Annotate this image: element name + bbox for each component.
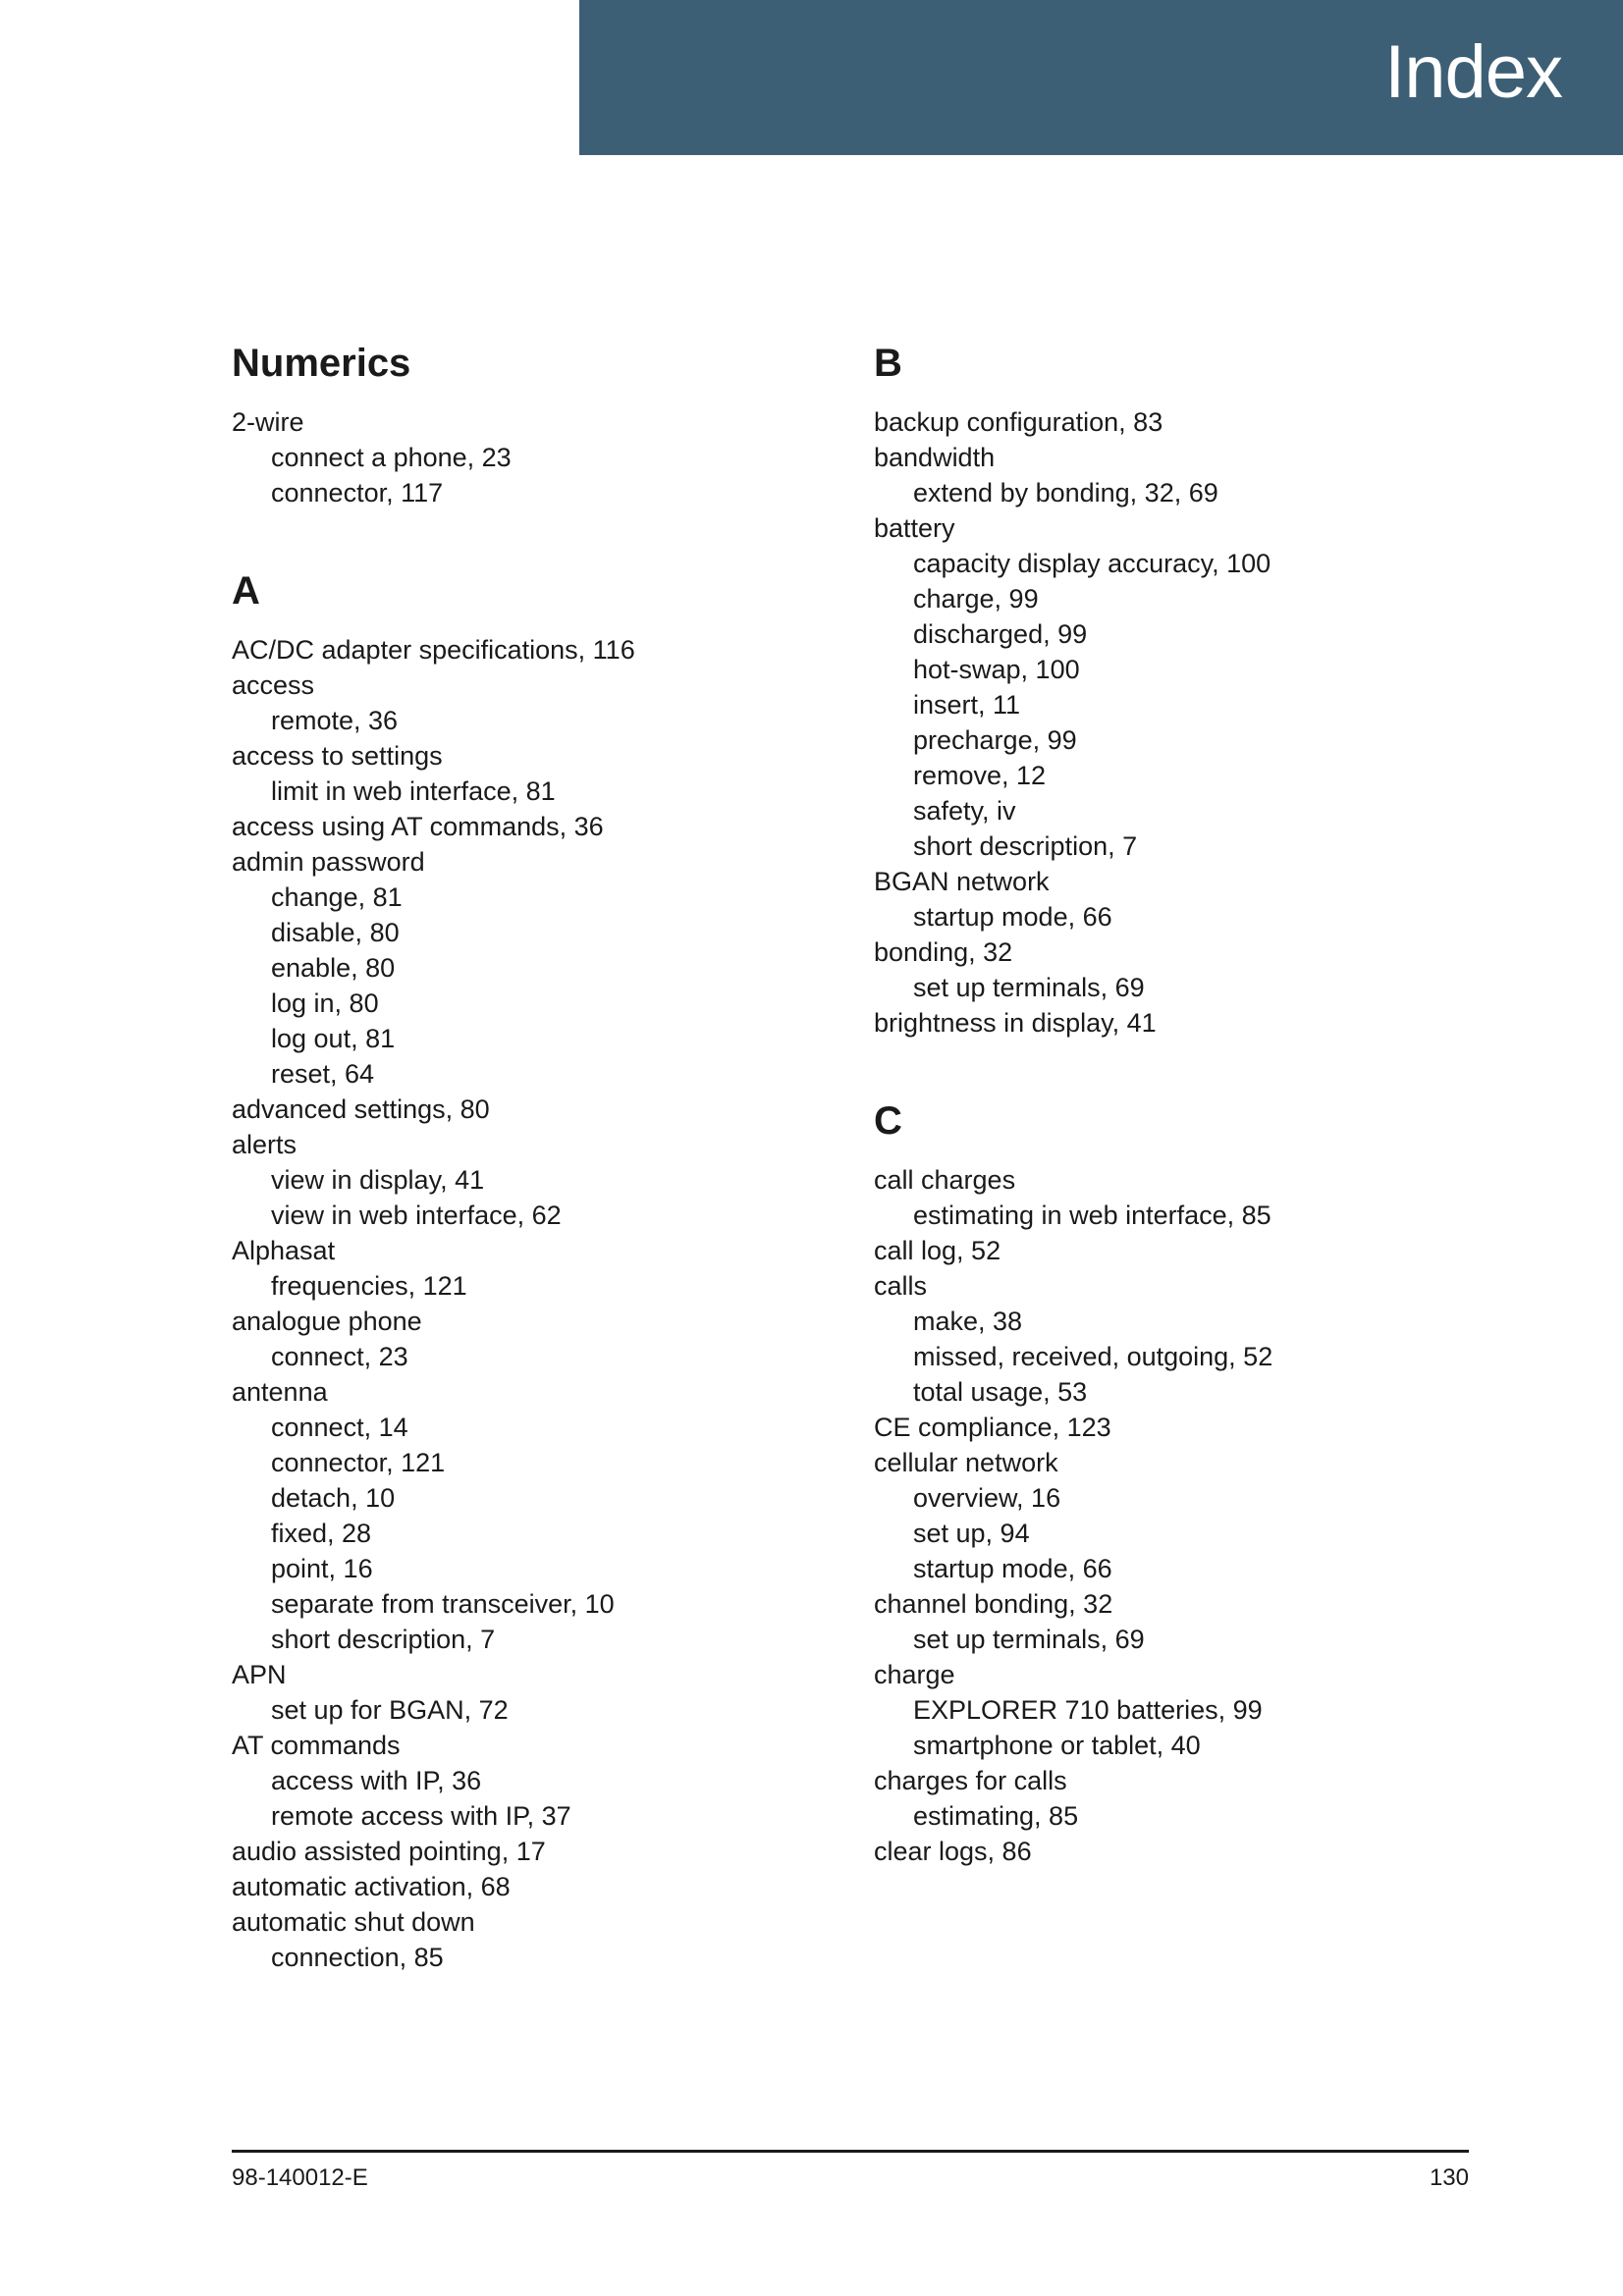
footer-divider: [232, 2150, 1469, 2153]
index-entry: bandwidth: [874, 443, 996, 472]
index-entry: advanced settings, 80: [232, 1095, 490, 1124]
footer-page-number: 130: [1429, 2164, 1469, 2191]
index-subentry: missed, received, outgoing, 52: [913, 1342, 1273, 1371]
index-subentry: disable, 80: [271, 918, 400, 947]
index-subentry: separate from transceiver, 10: [271, 1589, 615, 1619]
index-subentry: connect a phone, 23: [271, 443, 512, 472]
index-entry-list: [874, 1162, 1483, 1869]
index-entry: cellular network: [874, 1448, 1058, 1477]
index-section: [874, 1094, 1483, 1869]
index-subentry: safety, iv: [913, 796, 1016, 826]
index-subentry: hot-swap, 100: [913, 655, 1080, 684]
index-section: [874, 336, 1483, 1041]
index-column-left: [232, 336, 840, 1975]
index-entry: automatic shut down: [232, 1907, 475, 1937]
index-entry: Alphasat: [232, 1236, 336, 1265]
index-subentry: detach, 10: [271, 1483, 396, 1513]
index-entry-list: [232, 404, 840, 510]
index-subentry: extend by bonding, 32, 69: [913, 478, 1218, 507]
index-entry: clear logs, 86: [874, 1837, 1032, 1866]
index-entry: brightness in display, 41: [874, 1008, 1157, 1038]
index-subentry: set up terminals, 69: [913, 1625, 1145, 1654]
index-entry: channel bonding, 32: [874, 1589, 1113, 1619]
footer-doc-number: 98-140012-E: [232, 2164, 368, 2191]
index-subentry: point, 16: [271, 1554, 373, 1583]
index-subentry: log out, 81: [271, 1024, 396, 1053]
index-subentry: log in, 80: [271, 988, 379, 1018]
index-entry: APN: [232, 1660, 287, 1689]
section-heading: Numerics: [232, 342, 411, 385]
index-subentry: connector, 121: [271, 1448, 446, 1477]
index-entry-list: [874, 404, 1483, 1041]
index-subentry: charge, 99: [913, 584, 1039, 614]
index-subentry: total usage, 53: [913, 1377, 1088, 1407]
index-entry: call log, 52: [874, 1236, 1001, 1265]
index-subentry: EXPLORER 710 batteries, 99: [913, 1695, 1263, 1725]
index-entry: antenna: [232, 1377, 328, 1407]
index-entry: 2-wire: [232, 407, 304, 437]
index-entry: AT commands: [232, 1731, 401, 1760]
index-entry: analogue phone: [232, 1307, 422, 1336]
section-heading: C: [874, 1099, 902, 1143]
index-subentry: precharge, 99: [913, 725, 1077, 755]
index-subentry: startup mode, 66: [913, 902, 1112, 932]
index-subentry: fixed, 28: [271, 1519, 372, 1548]
index-entry: AC/DC adapter specifications, 116: [232, 635, 635, 665]
index-subentry: connect, 23: [271, 1342, 408, 1371]
index-subentry: estimating, 85: [913, 1801, 1079, 1831]
index-subentry: smartphone or tablet, 40: [913, 1731, 1201, 1760]
index-entry: access to settings: [232, 741, 443, 771]
index-entry: charge: [874, 1660, 955, 1689]
index-entry: bonding, 32: [874, 937, 1013, 967]
section-heading: A: [232, 569, 260, 613]
index-entry: automatic activation, 68: [232, 1872, 511, 1901]
index-subentry: overview, 16: [913, 1483, 1061, 1513]
index-subentry: discharged, 99: [913, 619, 1088, 649]
index-subentry: view in display, 41: [271, 1165, 485, 1195]
index-entry: audio assisted pointing, 17: [232, 1837, 546, 1866]
index-entry: CE compliance, 123: [874, 1413, 1111, 1442]
index-subentry: estimating in web interface, 85: [913, 1201, 1271, 1230]
index-subentry: remote access with IP, 37: [271, 1801, 571, 1831]
index-entry-list: [232, 632, 840, 1975]
index-subentry: short description, 7: [913, 831, 1138, 861]
index-entry: call charges: [874, 1165, 1016, 1195]
index-subentry: insert, 11: [913, 690, 1021, 720]
index-entry: alerts: [232, 1130, 298, 1159]
index-subentry: change, 81: [271, 882, 403, 912]
index-subentry: reset, 64: [271, 1059, 375, 1089]
index-subentry: connect, 14: [271, 1413, 408, 1442]
index-subentry: short description, 7: [271, 1625, 496, 1654]
index-section: [232, 563, 840, 1975]
index-subentry: limit in web interface, 81: [271, 776, 556, 806]
index-entry: access using AT commands, 36: [232, 812, 604, 841]
index-entry: backup configuration, 83: [874, 407, 1163, 437]
index-subentry: set up for BGAN, 72: [271, 1695, 509, 1725]
index-subentry: capacity display accuracy, 100: [913, 549, 1271, 578]
page-title: Index: [1384, 30, 1562, 114]
index-subentry: set up terminals, 69: [913, 973, 1145, 1002]
index-subentry: startup mode, 66: [913, 1554, 1112, 1583]
index-subentry: make, 38: [913, 1307, 1023, 1336]
header-band: [579, 0, 1623, 155]
index-subentry: enable, 80: [271, 953, 396, 983]
section-heading: B: [874, 342, 902, 385]
index-subentry: view in web interface, 62: [271, 1201, 562, 1230]
index-column-right: [874, 336, 1483, 1869]
index-subentry: remote, 36: [271, 706, 399, 735]
index-entry: charges for calls: [874, 1766, 1067, 1795]
index-entry: access: [232, 670, 315, 700]
index-entry: battery: [874, 513, 955, 543]
index-subentry: frequencies, 121: [271, 1271, 467, 1301]
index-entry: calls: [874, 1271, 928, 1301]
index-section: [232, 336, 840, 510]
index-subentry: remove, 12: [913, 761, 1047, 790]
index-subentry: connection, 85: [271, 1943, 444, 1972]
index-subentry: access with IP, 36: [271, 1766, 482, 1795]
index-subentry: connector, 117: [271, 478, 444, 507]
index-subentry: set up, 94: [913, 1519, 1030, 1548]
index-entry: admin password: [232, 847, 425, 877]
index-entry: BGAN network: [874, 867, 1050, 896]
